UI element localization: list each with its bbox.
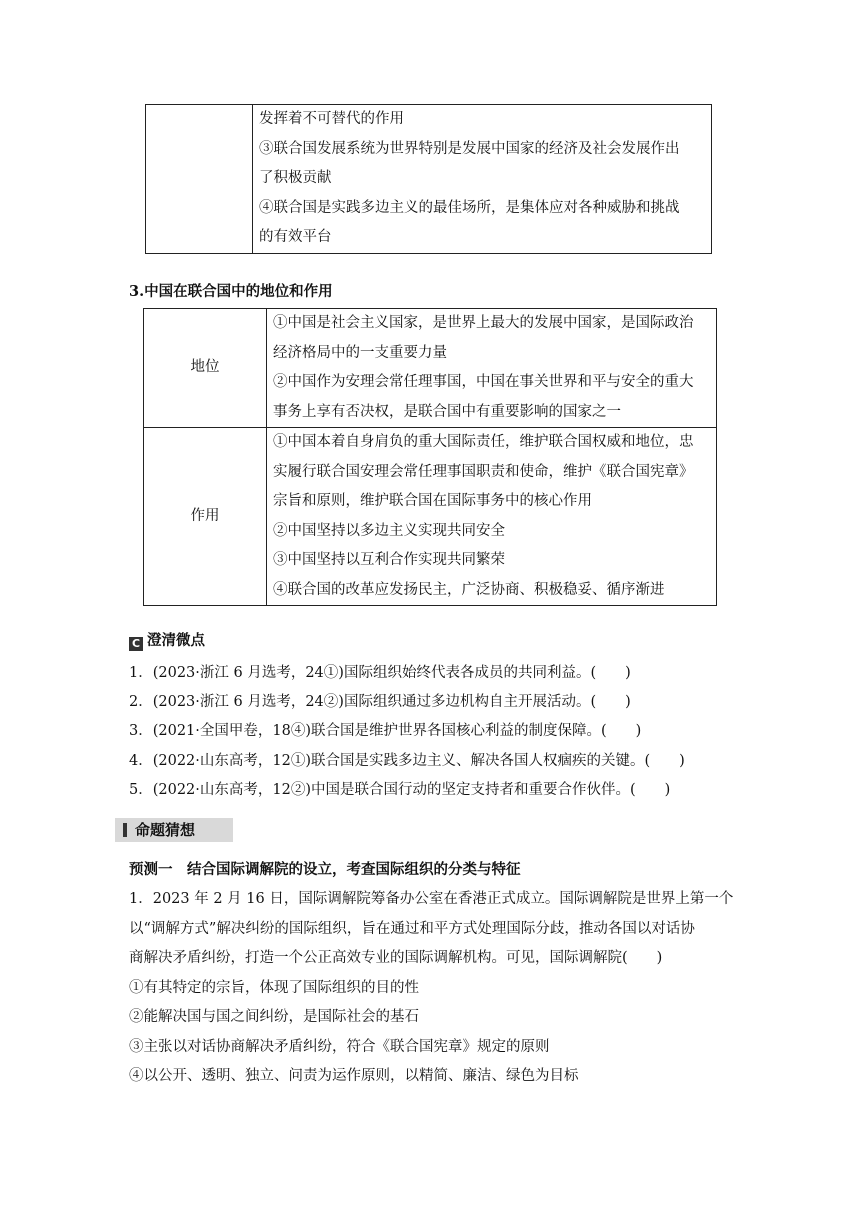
table-row: [144, 428, 717, 606]
un-role-table-continued: [145, 104, 712, 254]
clarify-item: 2．(2023·浙江 6 月选考，24②)国际组织通过多边机构自主开展活动。( ): [129, 694, 631, 710]
clarify-item: 3．(2021·全国甲卷，18④)联合国是维护世界各国核心利益的制度保障。( ): [129, 723, 642, 739]
question-line: 以“调解方式”解决纠纷的国际组织，旨在通过和平方式处理国际分歧，推动各国以对话协: [129, 921, 695, 937]
clarify-heading: [129, 630, 205, 652]
option-item: ①有其特定的宗旨，体现了国际组织的目的性: [129, 980, 419, 996]
option-item: ③主张以对话协商解决矛盾纠纷，符合《联合国宪章》规定的原则: [129, 1039, 550, 1055]
table-line: 的有效平台: [259, 229, 332, 245]
table-line: ③中国坚持以互利合作实现共同繁荣: [273, 552, 505, 568]
table-line: 发挥着不可替代的作用: [259, 111, 404, 127]
table-line: 宗旨和原则，维护联合国在国际事务中的核心作用: [273, 493, 592, 509]
table-line: ④联合国的改革应发扬民主，广泛协商、积极稳妥、循序渐进: [273, 581, 665, 598]
table-row: [146, 105, 712, 254]
table-line: ④联合国是实践多边主义的最佳场所，是集体应对各种威胁和挑战: [259, 199, 680, 216]
option-item: ④以公开、透明、独立、问责为运作原则，以精简、廉洁、绿色为目标: [129, 1068, 579, 1084]
question-line: 1．2023 年 2 月 16 日，国际调解院筹备办公室在香港正式成立。国际调解院是世界上第一个: [129, 891, 734, 907]
table-line: ①中国本着自身肩负的重大国际责任，维护联合国权威和地位，忠: [273, 434, 694, 450]
banner-bar-icon: [123, 823, 127, 837]
clarify-title: 澄清微点: [147, 632, 205, 649]
question-line: 商解决矛盾纠纷，打造一个公正高效专业的国际调解机构。可见，国际调解院( ): [129, 950, 663, 966]
row-label-role: 作用: [144, 428, 267, 606]
clarify-item: 4．(2022·山东高考，12①)联合国是实践多边主义、解决各国人权痼疾的关键。( ): [129, 753, 685, 769]
table-content-cell: [267, 309, 717, 428]
row-label-status: 地位: [144, 309, 267, 428]
table-line: ①中国是社会主义国家，是世界上最大的发展中国家，是国际政治: [273, 315, 694, 331]
table-line: ③联合国发展系统为世界特别是发展中国家的经济及社会发展作出: [259, 140, 680, 157]
clarify-icon: C: [129, 637, 143, 651]
clarify-item: 5．(2022·山东高考，12②)中国是联合国行动的坚定支持者和重要合作伙伴。( ): [129, 782, 671, 798]
table-content-cell: [267, 428, 717, 606]
section-title: 3.中国在联合国中的地位和作用: [129, 283, 333, 300]
table-line: 经济格局中的一支重要力量: [273, 344, 447, 361]
prediction-subtitle: 预测一 结合国际调解院的设立，考查国际组织的分类与特征: [129, 861, 521, 878]
table-empty-cell: [146, 105, 253, 254]
banner-title: 命题猜想: [135, 821, 196, 839]
section-banner: [115, 818, 233, 842]
table-line: 了积极贡献: [259, 170, 332, 186]
option-item: ②能解决国与国之间纠纷，是国际社会的基石: [129, 1009, 419, 1025]
clarify-item: 1．(2023·浙江 6 月选考，24①)国际组织始终代表各成员的共同利益。( ): [129, 665, 631, 681]
table-line: 事务上享有否决权，是联合国中有重要影响的国家之一: [273, 403, 621, 420]
table-line: 实履行联合国安理会常任理事国职责和使命，维护《联合国宪章》: [273, 463, 694, 480]
table-content-cell: [253, 105, 712, 254]
table-line: ②中国坚持以多边主义实现共同安全: [273, 522, 505, 539]
china-un-table: [143, 308, 717, 606]
table-row: [144, 309, 717, 428]
table-line: ②中国作为安理会常任理事国，中国在事关世界和平与安全的重大: [273, 374, 694, 390]
